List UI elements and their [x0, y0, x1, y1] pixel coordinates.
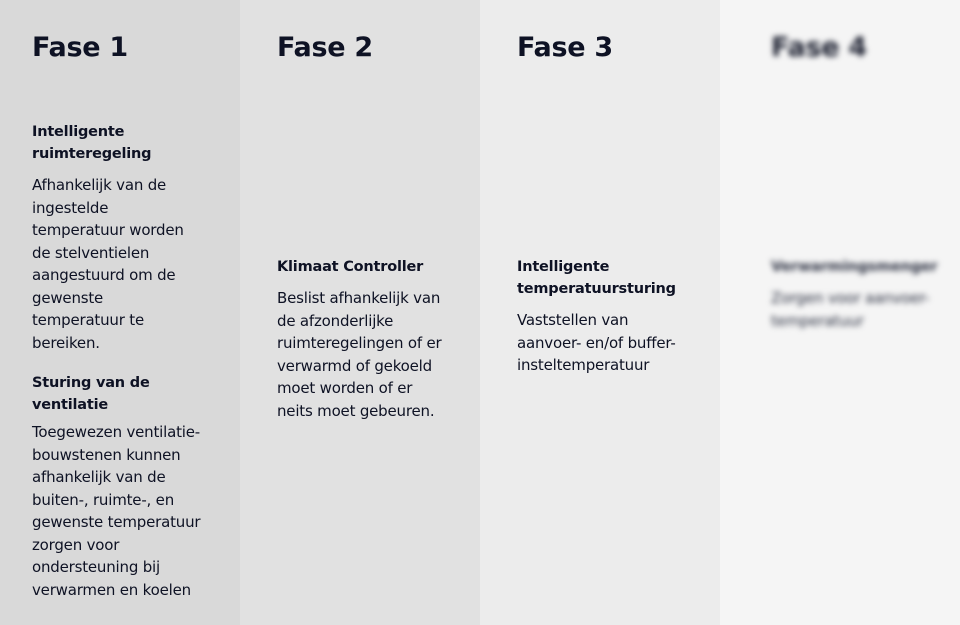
block-heading: Intelligente temperatuursturing [517, 259, 676, 297]
block-text: Beslist afhankelijk van de afzonderlijke ruimteregelingen of er verwarmd of gekoeld moet worden of er neits moet gebeuren. [277, 289, 442, 420]
block-text: Afhankelijk van de ingestelde temperatuur worden de stelventielen aangestuurd om de gewenste temperatuur te bereiken. [32, 176, 184, 352]
phase-column-4 [720, 0, 960, 625]
phase-title: Fase 3 [517, 32, 613, 63]
phase-column-2 [240, 0, 480, 625]
block-text: Zorgen voor aanvoer-temperatuur [771, 289, 930, 330]
phase-block [32, 121, 197, 354]
block-heading: Klimaat Controller [277, 259, 424, 275]
phase-column-1 [0, 0, 240, 625]
block-heading: Verwarmingsmenger [771, 259, 938, 275]
phase-block [32, 372, 217, 601]
phase-title: Fase 4 [771, 32, 867, 63]
block-heading: Sturing van de ventilatie [32, 375, 150, 413]
block-heading: Intelligente ruimteregeling [32, 124, 152, 162]
phase-block [517, 256, 692, 377]
block-text: Toegewezen ventilatie-bouwstenen kunnen afhankelijk van de buiten-, ruimte-, en gewenste temperatuur zorgen voor ondersteuning bij verwarmen en koelen [32, 423, 201, 599]
phase-block [277, 256, 447, 422]
phase-title: Fase 1 [32, 32, 128, 63]
phase-title: Fase 2 [277, 32, 373, 63]
phase-block [771, 256, 938, 332]
phase-column-3 [480, 0, 720, 625]
block-text: Vaststellen van aanvoer- en/of buffer-insteltemperatuur [517, 311, 676, 374]
